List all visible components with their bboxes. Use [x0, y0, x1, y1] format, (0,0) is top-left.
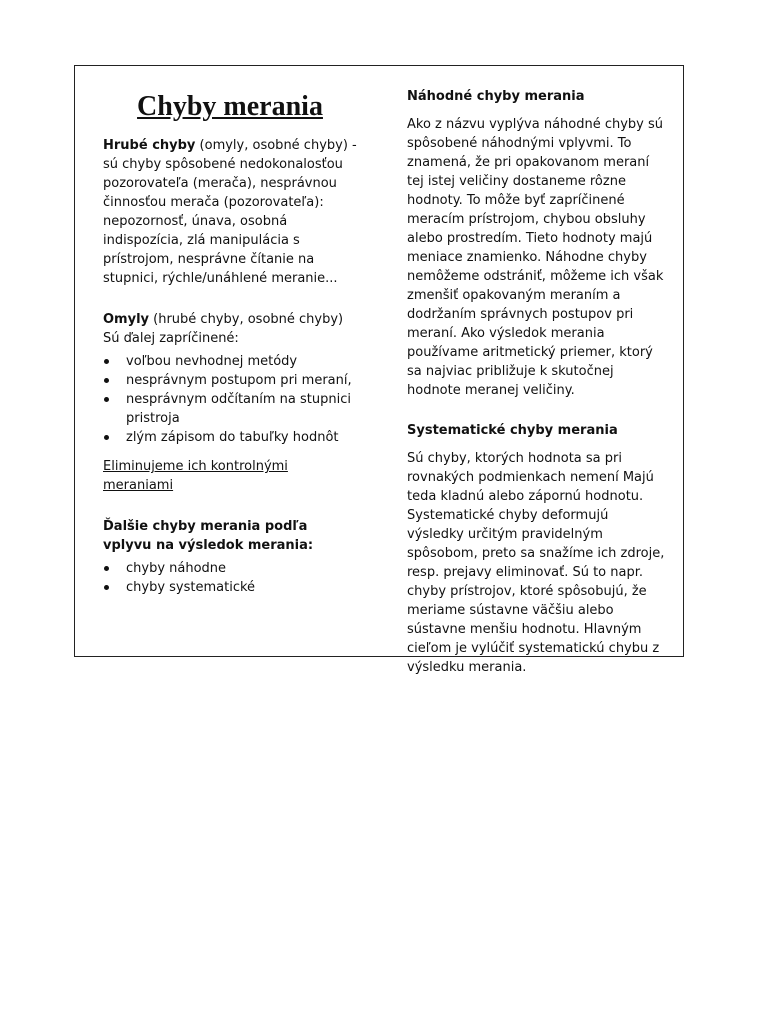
- bullet-icon: [104, 378, 109, 383]
- other-errors-heading: Ďalšie chyby merania podľa vplyvu na výsledok merania:: [103, 519, 314, 553]
- eliminate-note: Eliminujeme ich kontrolnými meraniami: [103, 459, 288, 493]
- list-item: zlým zápisom do tabuľky hodnôt: [103, 428, 357, 447]
- page-title: Chyby merania: [137, 91, 323, 122]
- systematic-errors-heading: Systematické chyby merania: [407, 423, 618, 438]
- list-item: chyby systematické: [103, 578, 357, 597]
- causes-list: [103, 352, 357, 447]
- bullet-icon: [104, 359, 109, 364]
- document-frame: [74, 65, 684, 675]
- mistakes-text: (hrubé chyby, osobné chyby): [149, 312, 344, 327]
- error-types-list: [103, 559, 357, 597]
- bullet-icon: [104, 435, 109, 440]
- right-column: [407, 66, 669, 677]
- random-errors-heading: Náhodné chyby merania: [407, 89, 585, 104]
- gross-errors-term: Hrubé chyby: [103, 138, 196, 153]
- gross-errors-text: (omyly, osobné chyby) - sú chyby spôsobené nedokonalosťou pozorovateľa (merača), nesprávnou činnosťou merača (pozorovateľa): nepozornosť, únava, osobná indispozícia, zlá manipulácia s prístrojom, nesprávne čítanie na stupnici, rýchle/unáhlené meranie...: [103, 138, 357, 286]
- left-column: [103, 66, 357, 597]
- bullet-icon: [104, 397, 109, 402]
- bullet-icon: [104, 585, 109, 590]
- list-item: nesprávnym postupom pri meraní,: [103, 371, 357, 390]
- random-errors-text: Ako z názvu vyplýva náhodné chyby sú spôsobené náhodnými vplyvmi. To znamená, že pri opakovanom meraní tej istej veličiny dostaneme rôzne hodnoty. To môže byť zapríčinené meracím prístrojom, chybou obsluhy alebo prostredím. Tieto hodnoty majú meniace znamienko. Náhodne chyby nemôžeme odstrániť, môžeme ich však zmenšiť opakovaným meraním a dodržaním správnych postupov pri meraní. Ako výsledok merania používame aritmetický priemer, ktorý sa najviac približuje k skutočnej hodnote meranej veličiny.: [407, 117, 664, 398]
- gross-errors-paragraph: [103, 136, 357, 288]
- bullet-icon: [104, 566, 109, 571]
- list-item: nesprávnym odčítaním na stupnici pristroja: [103, 390, 357, 428]
- list-item: voľbou nevhodnej metódy: [103, 352, 357, 371]
- mistakes-paragraph: [103, 310, 357, 348]
- list-item: chyby náhodne: [103, 559, 357, 578]
- systematic-errors-text: Sú chyby, ktorých hodnota sa pri rovnakých podmienkach nemení Majú teda kladnú alebo zápornú hodnotu. Systematické chyby deformujú výsledky určitým pravidelným spôsobom, preto sa snažíme ich zdroje, resp. prejavy eliminovať. Sú to napr. chyby prístrojov, ktoré spôsobujú, že meriame sústavne väčšiu alebo sústavne menšiu hodnotu. Hlavným cieľom je vylúčiť systematickú chybu z výsledku merania.: [407, 451, 665, 675]
- mistakes-term: Omyly: [103, 312, 150, 327]
- mistakes-caused-by: Sú ďalej zapríčinené:: [103, 331, 239, 346]
